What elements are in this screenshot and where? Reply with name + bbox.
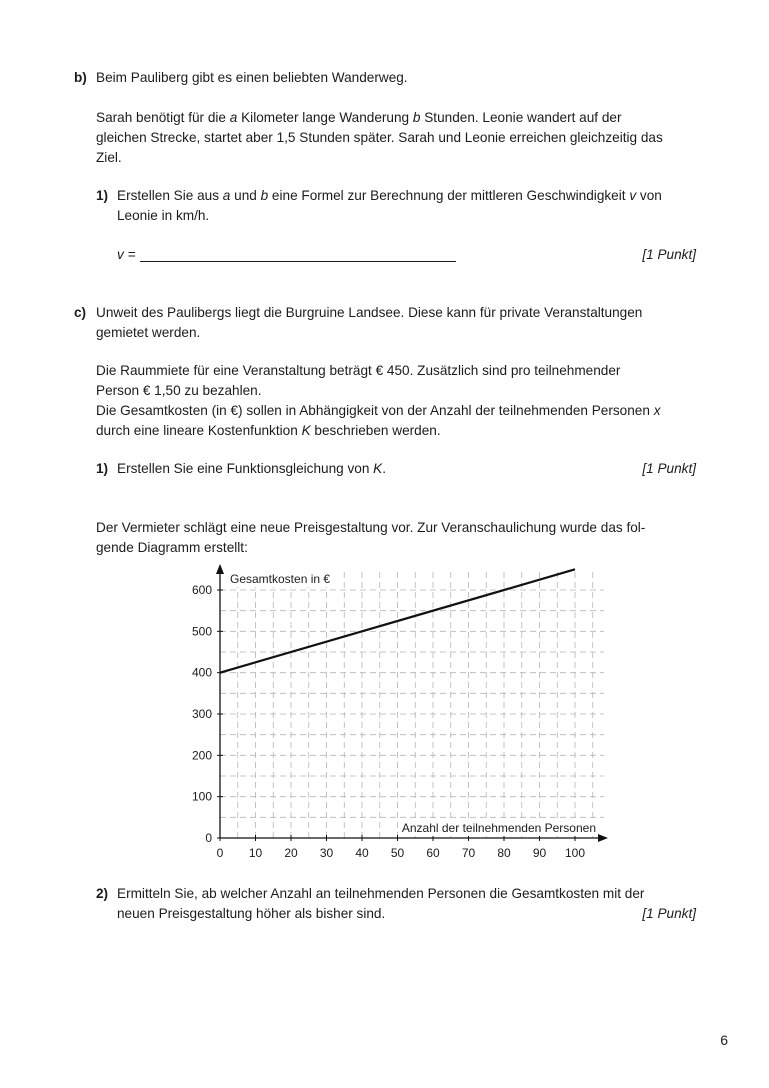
part-c-para-line-3: Die Gesamtkosten (in €) sollen in Abhängigkeit von der Anzahl der teilnehmenden Personen x bbox=[96, 403, 661, 418]
y-tick-label: 600 bbox=[191, 583, 212, 597]
x-tick-label: 70 bbox=[461, 846, 476, 860]
x-tick-label: 60 bbox=[426, 846, 440, 860]
part-b-task-1-line-1: Erstellen Sie aus a und b eine Formel zur Berechnung der mittleren Geschwindigkeit v von bbox=[117, 188, 662, 203]
x-tick-label: 50 bbox=[390, 846, 405, 860]
part-c-intro-line-2: gemietet werden. bbox=[96, 325, 201, 340]
points-c1: [1 Punkt] bbox=[642, 461, 696, 476]
page-number: 6 bbox=[720, 1032, 728, 1048]
y-axis-title: Gesamtkosten in € bbox=[230, 572, 331, 586]
chart-axes bbox=[216, 564, 608, 842]
chart-labels bbox=[192, 571, 598, 860]
var-a: a bbox=[229, 110, 238, 125]
chart-intro-line-2: gende Diagramm erstellt: bbox=[96, 540, 248, 555]
x-tick-label: 0 bbox=[216, 846, 224, 860]
part-b-label: b) bbox=[74, 70, 87, 85]
chart-grid bbox=[220, 568, 604, 838]
part-c-para-line-1: Die Raummiete für eine Veranstaltung beträgt € 450. Zusätzlich sind pro teilnehmender bbox=[96, 363, 621, 378]
y-tick-label: 200 bbox=[191, 748, 212, 763]
part-b-task-1-line-2: Leonie in km/h. bbox=[117, 208, 210, 223]
chart-intro-line-1: Der Vermieter schlägt eine neue Preisgestaltung vor. Zur Veranschaulichung wurde das fol- bbox=[96, 520, 646, 535]
points-c2: [1 Punkt] bbox=[642, 906, 696, 921]
var-b: b bbox=[412, 110, 421, 125]
part-c-task-1-text: Erstellen Sie eine Funktionsgleichung von K. bbox=[117, 461, 387, 476]
part-c-task-2-number: 2) bbox=[96, 886, 109, 901]
part-c-task-2-line-1: Ermitteln Sie, ab welcher Anzahl an teilnehmenden Personen die Gesamtkosten mit der bbox=[117, 886, 645, 901]
part-b-task-1-number: 1) bbox=[96, 188, 109, 203]
x-axis-title: Anzahl der teilnehmenden Personen bbox=[401, 821, 596, 835]
y-tick-label: 100 bbox=[191, 789, 212, 804]
x-tick-label: 100 bbox=[564, 846, 586, 860]
x-tick-label: 80 bbox=[497, 846, 511, 860]
y-tick-label: 400 bbox=[191, 665, 212, 680]
x-tick-label: 30 bbox=[319, 846, 334, 860]
part-c-para-line-4: durch eine lineare Kostenfunktion K beschrieben werden. bbox=[96, 423, 441, 438]
part-c-para-line-2: Person € 1,50 zu bezahlen. bbox=[96, 383, 262, 398]
part-c-intro-line-1: Unweit des Paulibergs liegt die Burgruine Landsee. Diese kann für private Veranstaltungen bbox=[96, 305, 643, 320]
part-b-para-line-1: Sarah benötigt für die a Kilometer lange Wanderung b Stunden. Leonie wandert auf der bbox=[96, 110, 622, 125]
x-tick-label: 20 bbox=[284, 846, 298, 860]
x-tick-label: 10 bbox=[248, 846, 263, 860]
y-tick-label: 300 bbox=[191, 707, 212, 721]
part-c-label: c) bbox=[74, 305, 87, 320]
y-axis-arrow bbox=[216, 564, 224, 574]
part-c-task-1-number: 1) bbox=[96, 461, 109, 476]
y-tick-label: 500 bbox=[191, 624, 212, 639]
part-c-task-2-line-2: neuen Preisgestaltung höher als bisher sind. bbox=[117, 906, 386, 921]
answer-prefix-v: v = bbox=[117, 247, 136, 262]
part-b-para-line-2: gleichen Strecke, startet aber 1,5 Stunden später. Sarah und Leonie erreichen gleichzeitig das bbox=[96, 130, 663, 145]
x-tick-label: 40 bbox=[355, 846, 369, 860]
part-b-intro: Beim Pauliberg gibt es einen beliebten Wanderweg. bbox=[96, 70, 408, 85]
points-b1: [1 Punkt] bbox=[642, 247, 696, 262]
x-tick-label: 90 bbox=[532, 846, 547, 860]
x-axis-arrow bbox=[598, 834, 608, 842]
part-b-para-line-3: Ziel. bbox=[96, 150, 122, 165]
y-tick-label: 0 bbox=[205, 831, 212, 845]
